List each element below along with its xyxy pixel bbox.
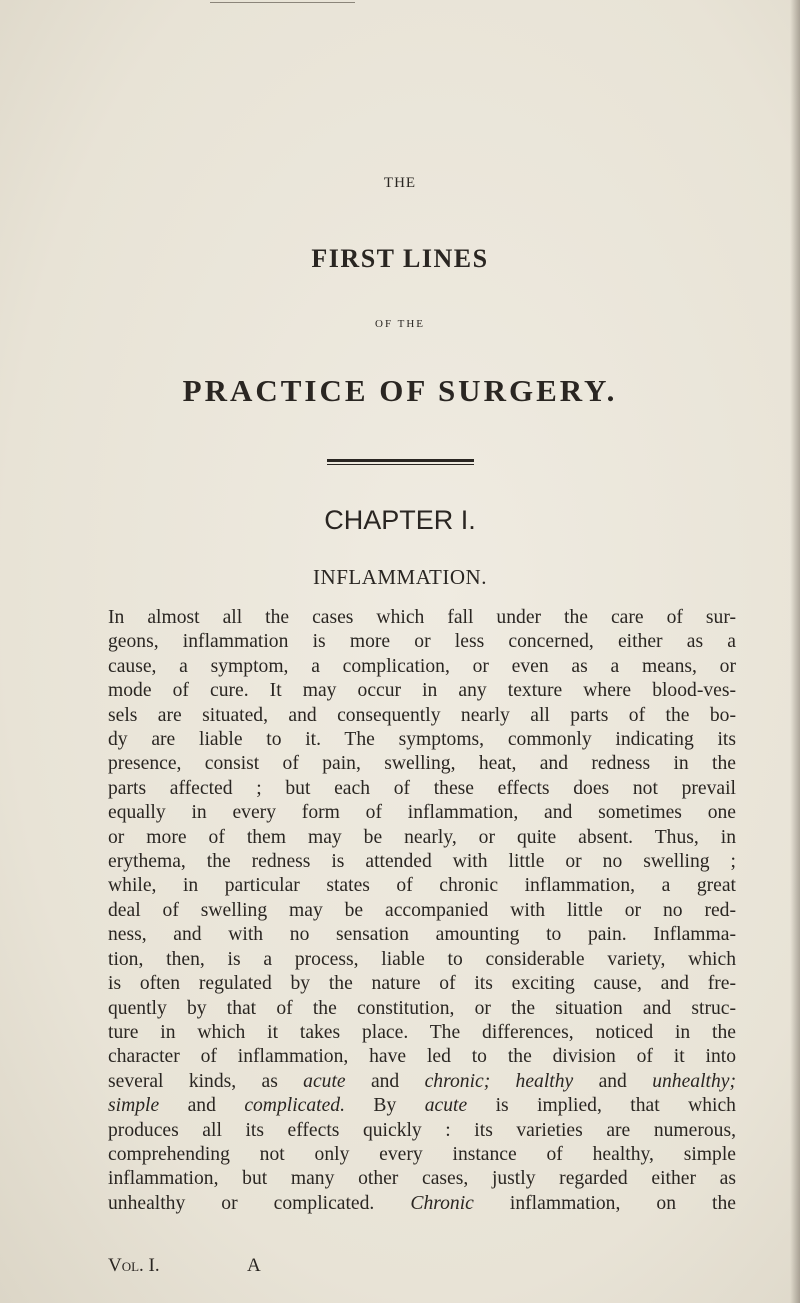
body-line: character of inflammation, have led to the division of it into (108, 1046, 736, 1068)
body-line-last: unhealthy or complicated. Chronic inflammation, on the (108, 1192, 736, 1214)
chapter-title: INFLAMMATION. (313, 565, 487, 589)
title-of-the: OF THE (375, 318, 425, 330)
body-line: comprehending not only every instance of healthy, simple (108, 1143, 736, 1165)
body-line: quently by that of the constitution, or the situation and struc- (108, 997, 736, 1019)
body-line: ness, and with no sensation amounting to pain. Inflamma- (108, 924, 736, 946)
body-line: In almost all the cases which fall under the care of sur- (108, 607, 736, 628)
body-line: erythema, the redness is attended with little or no swelling ; (108, 851, 736, 873)
title-practice-of-surgery: PRACTICE OF SURGERY. (182, 373, 618, 408)
body-line: or more of them may be nearly, or quite absent. Thus, in (108, 826, 736, 848)
body-line: dy are liable to it. The symptoms, commonly indicating its (108, 729, 736, 751)
body-line: ture in which it takes place. The differences, noticed in the (108, 1021, 736, 1043)
body-line: equally in every form of inflammation, and sometimes one (108, 802, 736, 824)
body-line: is often regulated by the nature of its exciting cause, and fre- (108, 973, 736, 995)
title-first-lines: FIRST LINES (311, 244, 489, 273)
body-line: sels are situated, and consequently nearly all parts of the bo- (108, 704, 736, 726)
body-line: geons, inflammation is more or less concerned, either as a (108, 631, 736, 653)
body-line-italic-terms: simple and complicated. By acute is implied, that which (108, 1095, 736, 1117)
body-line: mode of cure. It may occur in any texture where blood-ves- (108, 680, 736, 702)
page-edge-shadow (790, 0, 800, 1303)
title-the: THE (383, 175, 417, 191)
body-line: parts affected ; but each of these effects does not prevail (108, 777, 736, 799)
body-line-italic-terms: several kinds, as acute and chronic; healthy and unhealthy; (108, 1070, 736, 1092)
title-divider-thin (327, 464, 474, 465)
body-line: tion, then, is a process, liable to considerable variety, which (108, 948, 736, 970)
signature-mark: A (247, 1255, 261, 1276)
body-line: presence, consist of pain, swelling, heat, and redness in the (108, 753, 736, 775)
body-line: cause, a symptom, a complication, or even as a means, or (108, 655, 736, 677)
top-rule (210, 2, 355, 3)
body-line: produces all its effects quickly : its varieties are numerous, (108, 1119, 736, 1141)
volume-label: Vol. I. (108, 1255, 160, 1276)
body-line: deal of swelling may be accompanied with little or no red- (108, 899, 736, 921)
body-line: inflammation, but many other cases, justly regarded either as (108, 1168, 736, 1190)
chapter-number: CHAPTER I. (324, 505, 476, 535)
title-divider-thick (327, 459, 474, 462)
body-text (108, 606, 736, 1216)
body-line: while, in particular states of chronic inflammation, a great (108, 875, 736, 897)
page-footer (108, 1255, 408, 1277)
